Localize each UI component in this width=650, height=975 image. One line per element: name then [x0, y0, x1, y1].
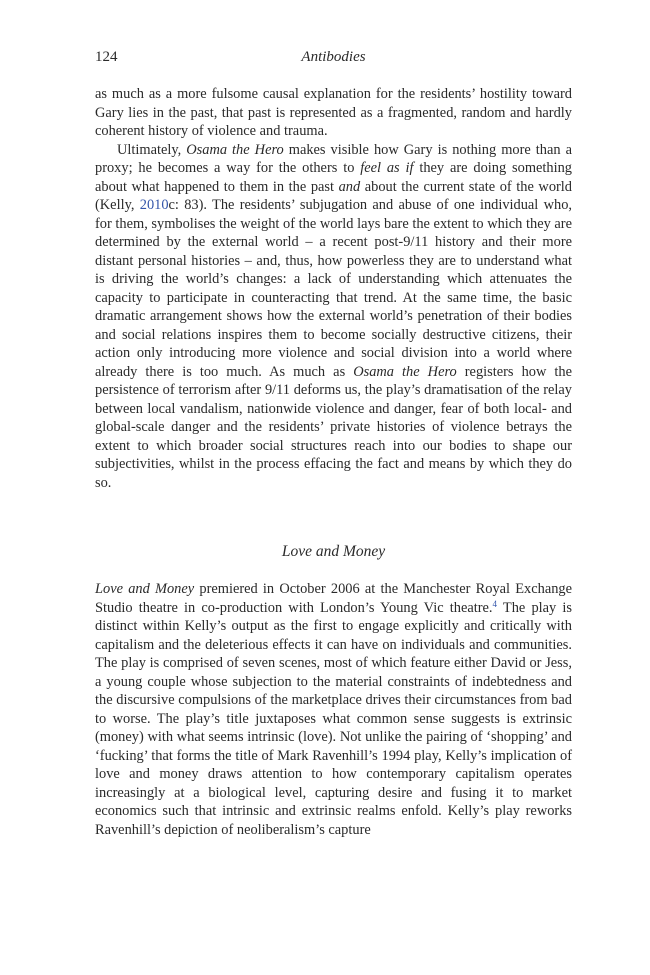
page-number: 124: [95, 49, 118, 65]
paragraph-continuation: as much as a more fulsome causal explanation for the residents’ hostility toward Gary lies in the past, that past is represented as a fragmented, random and hardly coherent history of violence and trauma.: [95, 86, 572, 139]
page-header: [95, 49, 572, 69]
play-title: Love and Money: [95, 581, 195, 597]
footnote-marker[interactable]: 4: [492, 598, 498, 609]
paragraph-love-and-money: Love and Money premiered in October 2006 at the Manchester Royal Exchange Studio theatre in co-production with London’s Young Vic theatre.$^4$ The play is distinct within Kelly’s output as the first to engage explicitly and critically with capitalism and the deleterious effects it can have on individuals and communities. The play is comprised of seven scenes, most of which feature either David or Jess, a young couple whose subjection to the material constraints of indebtedness and the discursive compulsions of the marketplace drives their circumstances from bad to worse. The play’s title juxtaposes what common sense suggests is extrinsic (money) with what seems intrinsic (love). Not unlike the pairing of ‘shopping’ and ‘fucking’ that forms the title of Mark Ravenhill’s 1994 play, Kelly’s implication of love and money draws attention to how contemporary capitalism operates increasingly at a biological level, capturing desire and fusing it to market economics such that intrinsic and extrinsic realms enfold. Kelly’s play reworks Ravenhill’s depiction of neoliberalism’s capture: [95, 581, 572, 838]
emphasis-text: feel as if: [360, 160, 414, 176]
text-block-top: [95, 85, 572, 492]
section-heading: Love and Money: [281, 543, 386, 560]
play-title: Osama the Hero: [353, 363, 457, 380]
running-title: Antibodies: [301, 49, 366, 65]
citation-link[interactable]: 2010: [139, 197, 169, 213]
paragraph-osama-analysis: Ultimately, Osama the Hero makes visible how Gary is nothing more than a proxy; he becomes a way for the others to feel as if they are doing something about what happened to them in the past and about the current state of the world (Kelly, 2010c: 83). The residents’ subjugation and abuse of one individual who, for them, symbolises the weight of the world lays bare the extent to which they are determined by the external world – a recent post-9/11 history and their more distant personal histories – and, thus, how powerless they are to understand what is driving the world’s changes: a lack of understanding which attenuates the capacity to participate in counteracting that trend. At the same time, the basic dramatic arrangement shows how the external world’s penetration of their bodies and social relations inspires them to become socially destructive citizens, their action only introducing more violence and social division into a world where already there is too much. As much as Osama the Hero registers how the persistence of terrorism after 9/11 deforms us, the play’s dramatisation of the relay between local vandalism, nationwide violence and danger, fear of both local- and global-scale danger and the residents’ private histories of violence betrays the extent to which broader social structures reach into our bodies to shape our subjectivities, whilst in the process effacing the fact and means by which they do so.: [95, 141, 573, 491]
emphasis-text: and: [338, 178, 361, 195]
play-title: Osama the Hero: [186, 141, 284, 158]
text-block-bottom: [95, 580, 572, 839]
